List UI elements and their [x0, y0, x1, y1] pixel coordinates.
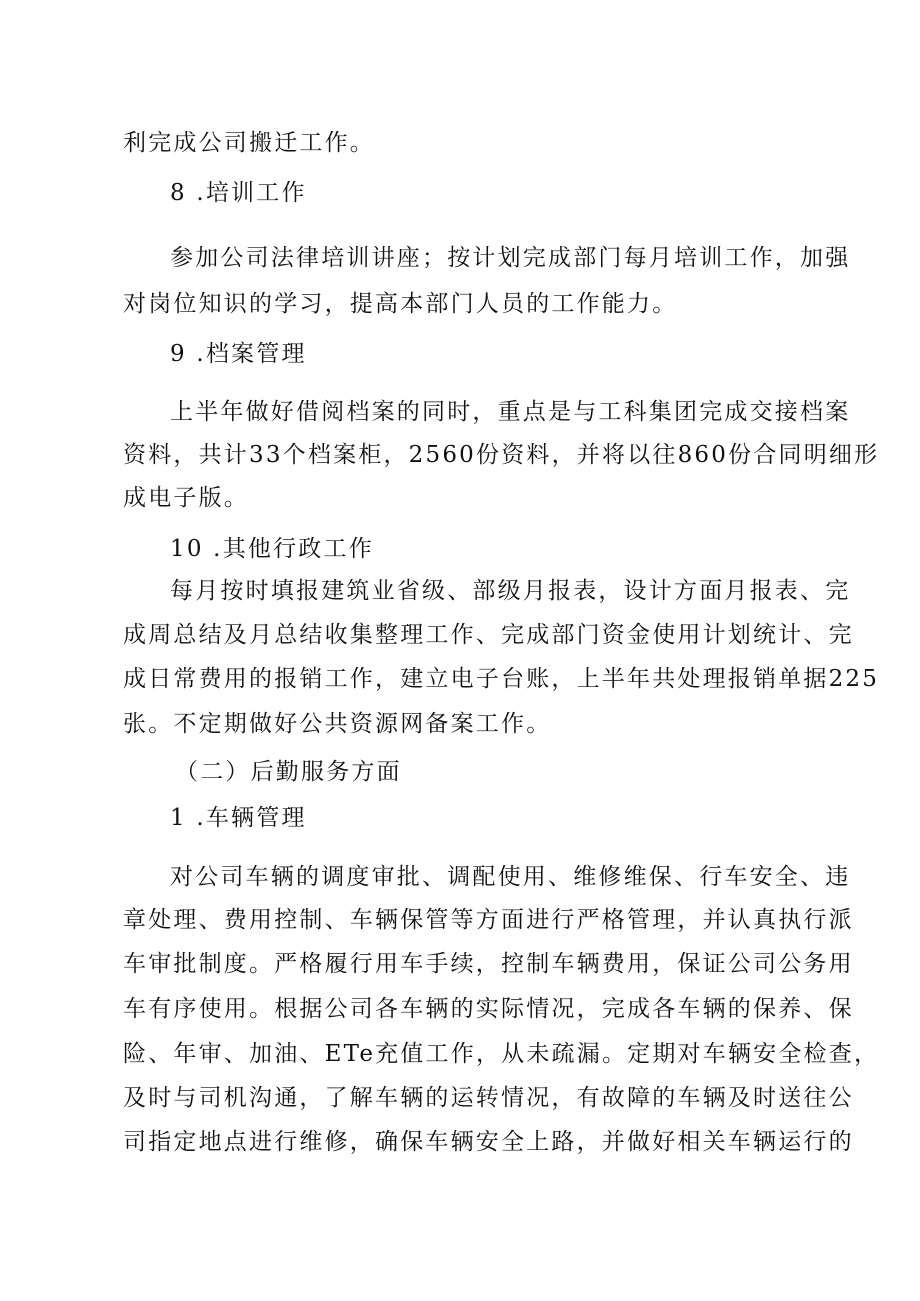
- paragraph-line: 张。不定期做好公共资源网备案工作。: [123, 711, 552, 737]
- section-heading-logistics: （二）后勤服务方面: [175, 759, 402, 785]
- paragraph-line: 车审批制度。严格履行用车手续，控制车辆费用，保证公司公务用: [123, 951, 854, 977]
- paragraph-line: 对公司车辆的调度审批、调配使用、维修维保、行车安全、违: [170, 864, 851, 890]
- paragraph-line: 资料，共计33个档案柜，2560份资料，并将以往860份合同明细形: [123, 442, 880, 468]
- paragraph-line: 成日常费用的报销工作，建立电子台账，上半年共处理报销单据225: [123, 666, 880, 692]
- paragraph-line: 章处理、费用控制、车辆保管等方面进行严格管理，并认真执行派: [123, 907, 854, 933]
- section-heading-admin: 10 .其他行政工作: [170, 536, 374, 562]
- section-heading-training: 8 .培训工作: [170, 180, 307, 206]
- paragraph-line: 每月按时填报建筑业省级、部级月报表，设计方面月报表、完: [170, 578, 851, 604]
- paragraph-line: 成周总结及月总结收集整理工作、完成部门资金使用计划统计、完: [123, 622, 854, 648]
- paragraph-line: 及时与司机沟通，了解车辆的运转情况，有故障的车辆及时送往公: [123, 1085, 854, 1111]
- paragraph-line: 成电子版。: [123, 485, 249, 511]
- paragraph-line: 险、年审、加油、ETe充值工作，从未疏漏。定期对车辆安全检查，: [123, 1041, 880, 1067]
- paragraph-line: 上半年做好借阅档案的同时，重点是与工科集团完成交接档案: [170, 399, 851, 425]
- section-heading-archives: 9 .档案管理: [170, 341, 307, 367]
- paragraph-line: 司指定地点进行维修，确保车辆安全上路，并做好相关车辆运行的: [123, 1129, 854, 1155]
- section-heading-vehicles: 1 .车辆管理: [170, 805, 307, 831]
- paragraph-line: 利完成公司搬迁工作。: [123, 130, 375, 156]
- paragraph-line: 参加公司法律培训讲座；按计划完成部门每月培训工作，加强: [170, 245, 851, 271]
- paragraph-line: 对岗位知识的学习，提高本部门人员的工作能力。: [123, 291, 678, 317]
- paragraph-line: 车有序使用。根据公司各车辆的实际情况，完成各车辆的保养、保: [123, 996, 854, 1022]
